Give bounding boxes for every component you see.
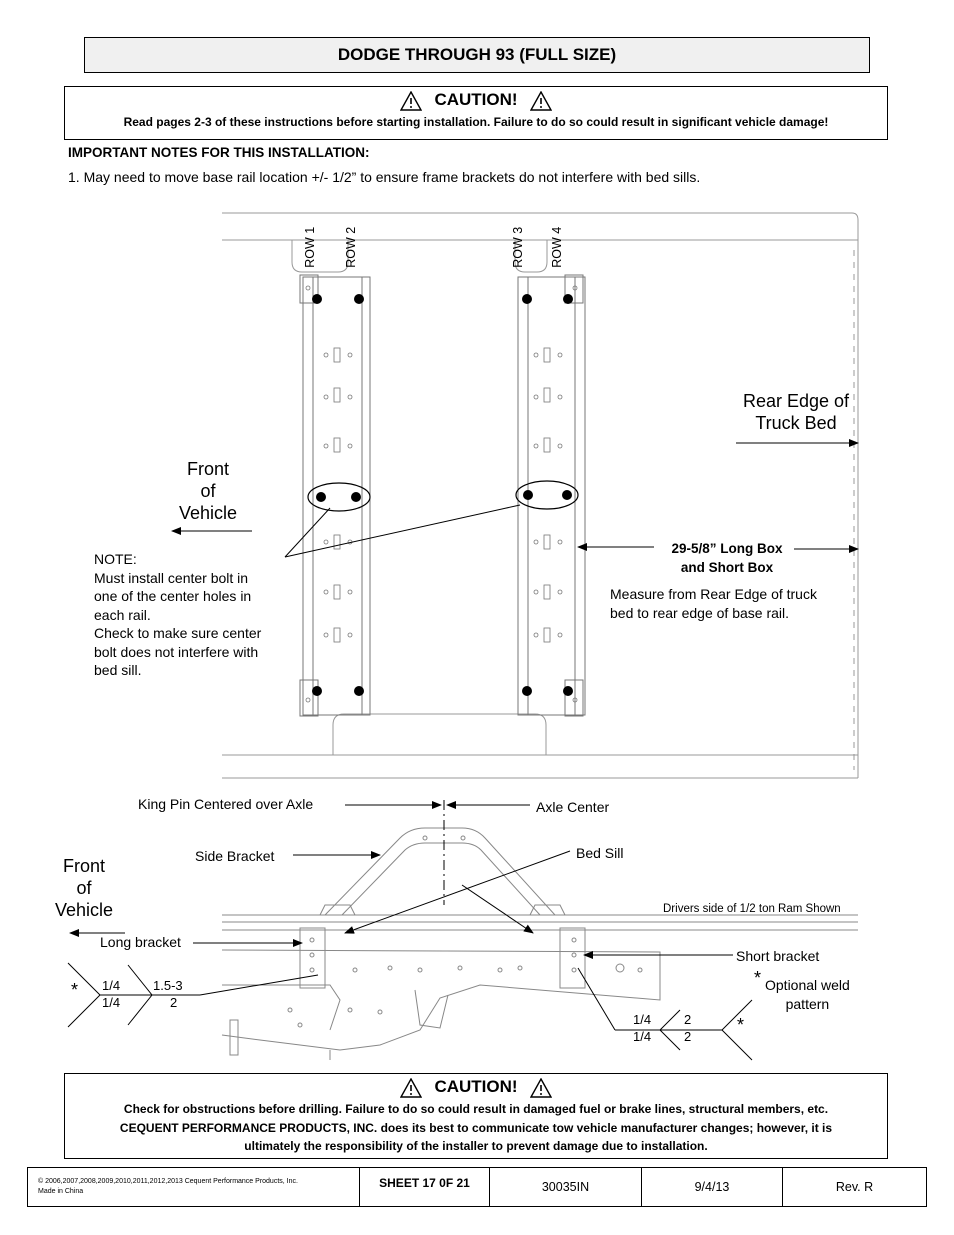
revision-date: 9/4/13 (642, 1168, 783, 1206)
side-bracket-label: Side Bracket (195, 848, 275, 864)
measurement-note: Measure from Rear Edge of truck bed to rear edge of base rail. (610, 586, 817, 621)
weld-left-c: 1.5-3 (153, 978, 183, 993)
caution-line: ultimately the responsibility of the installer to prevent damage due to installation. (244, 1139, 708, 1153)
model-shown-label: Drivers side of 1/2 ton Ram Shown (663, 903, 841, 915)
center-hole-ellipses (308, 481, 578, 511)
notes-item: 1. May need to move base rail location +/- 1/2” to ensure frame brackets do not interfere with bed sills. (68, 169, 701, 185)
row-3-label: ROW 3 (511, 226, 526, 268)
rear-edge-label: Rear Edge of Truck Bed (742, 391, 850, 433)
caution-box-bottom (64, 1073, 888, 1159)
hitch-side-view (222, 828, 858, 1060)
weld-left-b: 1/4 (102, 995, 121, 1010)
asterisk: * (754, 968, 762, 988)
caution-text: Read pages 2-3 of these instructions before starting installation. Failure to do so could result in significant vehicle damage! (123, 115, 829, 129)
sheet-number: SHEET 17 0F 21 (360, 1168, 490, 1206)
king-pin-label: King Pin Centered over Axle (138, 796, 314, 812)
row-1-label: ROW 1 (303, 226, 318, 268)
weld-left-d: 2 (170, 995, 178, 1010)
note-leader-lines (285, 505, 520, 557)
caution-heading: CAUTION! (434, 1077, 518, 1096)
row-2-label: ROW 2 (344, 226, 359, 268)
short-bracket-label: Short bracket (736, 948, 820, 964)
weld-right-d: 2 (684, 1029, 692, 1044)
weld-right-b: 1/4 (633, 1029, 652, 1044)
footer-table (27, 1167, 927, 1207)
bed-sill-arrow-1 (345, 851, 570, 933)
front-of-vehicle-label-bottom: Front of Vehicle (54, 856, 114, 920)
weld-right-a: 1/4 (633, 1012, 652, 1027)
caution-heading: CAUTION! (434, 90, 518, 109)
optional-weld-label: Optional weld pattern (765, 977, 850, 1012)
weld-right-c: 2 (684, 1012, 692, 1027)
bed-sill-arrow-2 (462, 885, 533, 933)
warning-icon (530, 1078, 552, 1098)
weld-left-a: 1/4 (102, 978, 121, 993)
weld-left-asterisk: * (71, 980, 79, 1000)
warning-icon (400, 1078, 422, 1098)
long-bracket-label: Long bracket (100, 934, 181, 950)
caution-line: CEQUENT PERFORMANCE PRODUCTS, INC. does its best to communicate tow vehicle manufacturer changes; however, it is (119, 1120, 833, 1135)
page-title: DODGE THROUGH 93 (FULL SIZE) (84, 37, 870, 73)
center-bolt-note: NOTE: Must install center bolt in one of the center holes in each rail. Check to make sure center bolt does not interfere with bed sill. (94, 551, 262, 678)
weld-right-asterisk: * (737, 1015, 745, 1035)
part-number: 30035IN (490, 1168, 642, 1206)
caution-line: Check for obstructions before drilling. Failure to do so could result in damaged fuel or brake lines, structural members, etc. (123, 1102, 829, 1116)
bed-sill-label: Bed Sill (576, 845, 624, 861)
row-4-label: ROW 4 (550, 226, 565, 268)
front-of-vehicle-label: Front of Vehicle (178, 459, 238, 523)
copyright-cell: © 2006,2007,2008,2009,2010,2011,2012,2013 Cequent Performance Products, Inc. Made in China (28, 1168, 360, 1206)
weld-symbol-right (578, 968, 752, 1060)
rail-holes (306, 286, 577, 702)
measurement-value: 29-5/8” Long Box and Short Box (671, 541, 783, 575)
revision: Rev. R (835, 1180, 874, 1194)
notes-heading: IMPORTANT NOTES FOR THIS INSTALLATION: (68, 145, 370, 160)
axle-center-label: Axle Center (536, 799, 610, 815)
